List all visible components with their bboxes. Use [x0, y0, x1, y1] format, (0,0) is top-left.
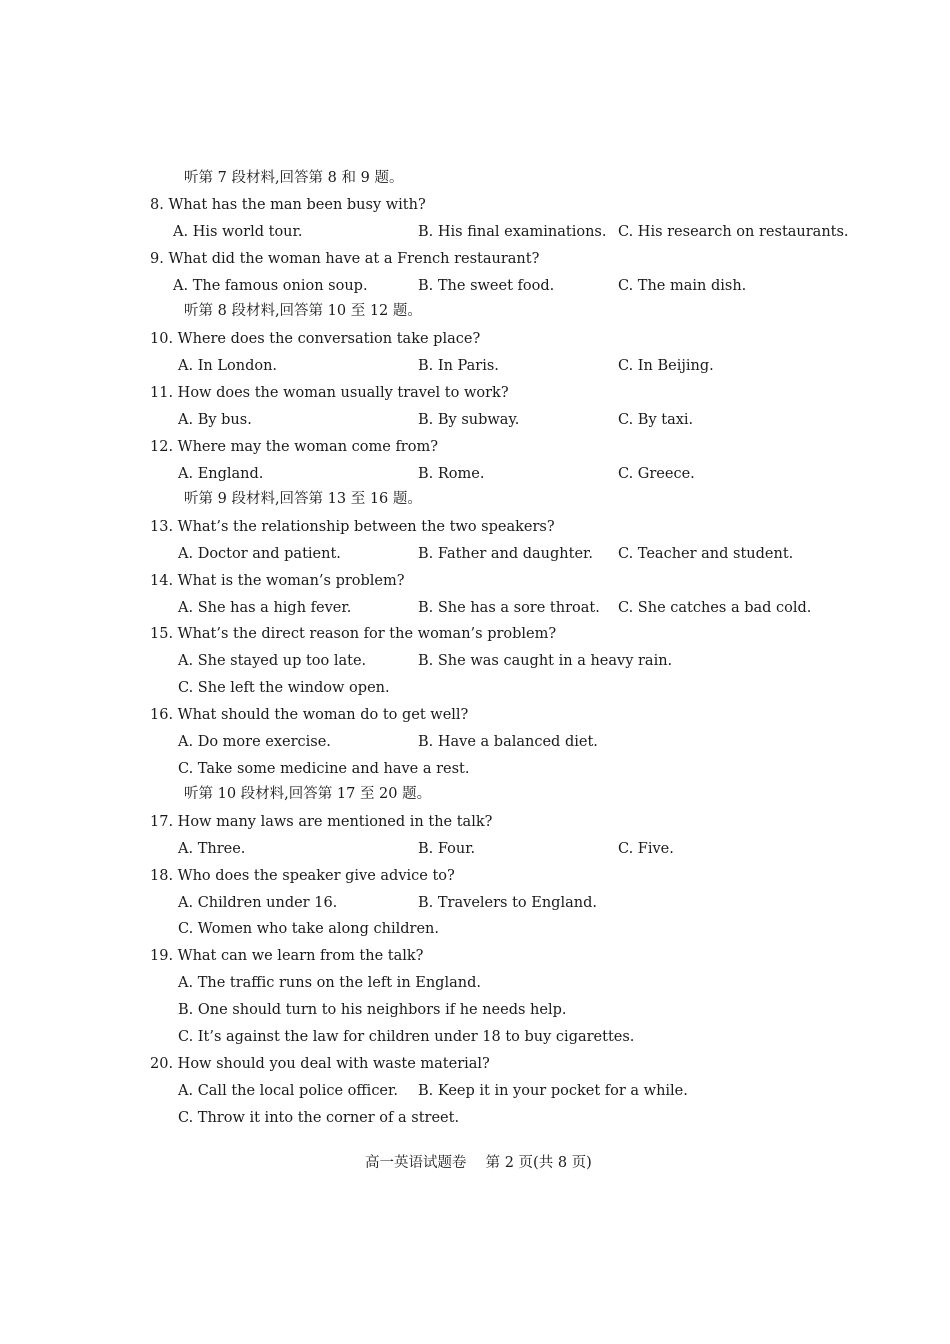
option-b: B. Rome. [418, 466, 485, 482]
section-heading: 听第 8 段材料,回答第 10 至 12 题。 [184, 303, 422, 319]
option-a: A. The traffic runs on the left in England. [178, 975, 481, 991]
option-a: A. Three. [178, 841, 246, 857]
question-stem: 9. What did the woman have at a French restaurant? [150, 251, 540, 267]
question-stem: 16. What should the woman do to get well? [150, 707, 469, 723]
options-row [0, 730, 950, 754]
question-stem: 13. What’s the relationship between the two speakers? [150, 519, 555, 535]
option-c: C. His research on restaurants. [618, 224, 849, 240]
options-row [0, 220, 950, 244]
question-stem: 18. Who does the speaker give advice to? [150, 868, 455, 884]
option-c: C. Take some medicine and have a rest. [178, 761, 470, 777]
question-stem: 12. Where may the woman come from? [150, 439, 438, 455]
option-c: C. By taxi. [618, 412, 694, 428]
question-stem: 14. What is the woman’s problem? [150, 573, 405, 589]
option-c: C. Greece. [618, 466, 695, 482]
section-heading: 听第 7 段材料,回答第 8 和 9 题。 [184, 170, 404, 186]
options-row [0, 891, 950, 915]
option-c: C. Women who take along children. [178, 921, 439, 937]
option-a: A. In London. [178, 358, 278, 374]
option-a: A. His world tour. [173, 224, 303, 240]
option-b: B. Four. [418, 841, 476, 857]
option-b: B. Travelers to England. [418, 895, 597, 911]
options-row [0, 1106, 950, 1130]
option-c: C. It’s against the law for children under 18 to buy cigarettes. [178, 1029, 635, 1045]
page-footer: 高一英语试题卷 第 2 页(共 8 页) [365, 1155, 592, 1171]
question-stem: 10. Where does the conversation take place? [150, 331, 481, 347]
question-stem: 20. How should you deal with waste material? [150, 1056, 490, 1072]
options-row [0, 354, 950, 378]
question-stem: 15. What’s the direct reason for the woman’s problem? [150, 626, 557, 642]
options-row [0, 274, 950, 298]
option-c: C. Throw it into the corner of a street. [178, 1110, 460, 1126]
options-row [0, 1025, 950, 1049]
option-c: C. Teacher and student. [618, 546, 794, 562]
options-row [0, 971, 950, 995]
option-b: B. Father and daughter. [418, 546, 593, 562]
option-a: A. Children under 16. [178, 895, 338, 911]
option-a: A. The famous onion soup. [173, 278, 368, 294]
option-b: B. Have a balanced diet. [418, 734, 598, 750]
option-b: B. She was caught in a heavy rain. [418, 653, 673, 669]
option-b: B. The sweet food. [418, 278, 555, 294]
option-a: A. She stayed up too late. [178, 653, 367, 669]
question-stem: 11. How does the woman usually travel to work? [150, 385, 509, 401]
options-row [0, 1079, 950, 1103]
option-c: C. In Beijing. [618, 358, 714, 374]
question-stem: 19. What can we learn from the talk? [150, 948, 424, 964]
option-a: A. England. [178, 466, 264, 482]
option-b: B. In Paris. [418, 358, 499, 374]
options-row [0, 757, 950, 781]
option-a: A. Doctor and patient. [178, 546, 341, 562]
option-c: C. Five. [618, 841, 674, 857]
option-a: A. Do more exercise. [178, 734, 331, 750]
option-b: B. She has a sore throat. [418, 600, 600, 616]
options-row [0, 917, 950, 941]
option-b: B. One should turn to his neighbors if he needs help. [178, 1002, 567, 1018]
option-b: B. By subway. [418, 412, 520, 428]
options-row [0, 998, 950, 1022]
option-b: B. Keep it in your pocket for a while. [418, 1083, 688, 1099]
option-a: A. By bus. [178, 412, 252, 428]
question-stem: 17. How many laws are mentioned in the talk? [150, 814, 493, 830]
option-a: A. Call the local police officer. [178, 1083, 398, 1099]
options-row [0, 408, 950, 432]
options-row [0, 462, 950, 486]
section-heading: 听第 9 段材料,回答第 13 至 16 题。 [184, 491, 422, 507]
option-c: C. She catches a bad cold. [618, 600, 812, 616]
question-stem: 8. What has the man been busy with? [150, 197, 426, 213]
options-row [0, 676, 950, 700]
options-row [0, 649, 950, 673]
option-c: C. She left the window open. [178, 680, 390, 696]
option-b: B. His final examinations. [418, 224, 607, 240]
option-c: C. The main dish. [618, 278, 747, 294]
options-row [0, 542, 950, 566]
option-a: A. She has a high fever. [178, 600, 352, 616]
section-heading: 听第 10 段材料,回答第 17 至 20 题。 [184, 786, 432, 802]
options-row [0, 596, 950, 620]
options-row [0, 837, 950, 861]
